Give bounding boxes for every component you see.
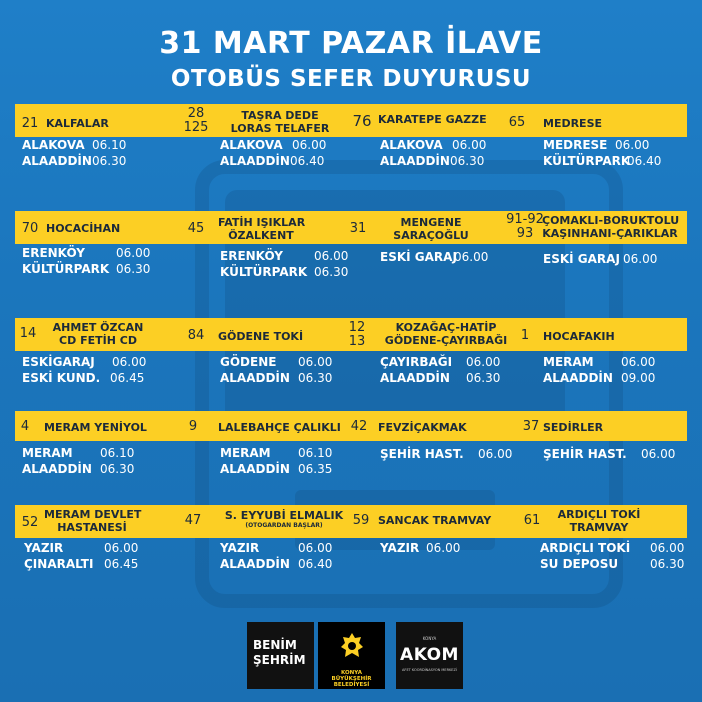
route-number: 1 xyxy=(520,328,530,343)
trip-line: ESKİ KUND. 06.45 xyxy=(22,371,145,385)
route-name: AHMET ÖZCAN CD FETİH CD xyxy=(52,321,144,347)
trip-line: ALAADDİN 06.40 xyxy=(220,557,333,571)
route-number: 31 xyxy=(349,221,367,236)
route-name: FATİH IŞIKLAR ÖZALKENT xyxy=(218,216,306,242)
trip-line: ÇINARALTI 06.45 xyxy=(24,557,139,571)
trip-line: KÜLTÜRPARK 06.30 xyxy=(22,262,151,276)
trip-line: MERAM 06.10 xyxy=(22,446,135,460)
trip-line: ŞEHİR HAST. 06.00 xyxy=(380,447,513,461)
trip-line: MERAM 06.10 xyxy=(220,446,333,460)
route-number: 45 xyxy=(187,221,205,236)
route-number: 91-92 93 xyxy=(506,212,544,241)
route-name: MERAM DEVLET HASTANESİ xyxy=(44,508,142,534)
route-number: 61 xyxy=(523,513,541,528)
trip-line: ALAADDİN06.40 xyxy=(220,154,325,168)
trip-line: ARDIÇLI TOKİ 06.00 xyxy=(540,541,685,555)
trip-line: MEDRESE 06.00 xyxy=(543,138,650,152)
route-name: KARATEPE GAZZE xyxy=(378,113,487,126)
route-name: SEDİRLER xyxy=(543,421,604,434)
trip-line: YAZIR 06.00 xyxy=(24,541,139,555)
route-name: S. EYYUBİ ELMALIK (OTOGARDAN BAŞLAR) xyxy=(224,509,344,529)
route-name: HOCACİHAN xyxy=(46,222,121,235)
trip-line: ALAKOVA 06.10 xyxy=(22,138,127,152)
poster-subtitle: OTOBÜS SEFER DUYURUSU xyxy=(170,66,532,92)
trip-line: ALAADDİN 06.30 xyxy=(22,462,135,476)
trip-line: ALAADDİN 09.00 xyxy=(543,371,656,385)
trip-line: ALAADDİN 06.30 xyxy=(380,371,501,385)
route-number: 84 xyxy=(187,328,205,343)
route-name: LALEBAHÇE ÇALIKLI xyxy=(218,421,341,434)
trip-line: ERENKÖY 06.00 xyxy=(22,246,151,260)
route-name: ÇOMAKLI-BORUKTOLU KAŞINHANI-ÇARIKLAR xyxy=(542,214,680,240)
route-number: 14 xyxy=(19,326,37,341)
poster-title: 31 MART PAZAR İLAVE xyxy=(159,26,543,61)
akom-logo: KONYA AKOM AFET KOORDİNASYON MERKEZİ xyxy=(396,622,463,689)
trip-line: ERENKÖY 06.00 xyxy=(220,249,349,263)
trip-line: KÜLTÜRPARK06.40 xyxy=(543,154,662,168)
route-number: 12 13 xyxy=(348,320,366,349)
route-number: 37 xyxy=(522,419,540,434)
route-number: 70 xyxy=(21,221,39,236)
trip-line: MERAM 06.00 xyxy=(543,355,656,369)
trip-line: ESKİGARAJ 06.00 xyxy=(22,355,147,369)
route-number: 59 xyxy=(352,513,370,528)
route-name: TAŞRA DEDE LORAS TELAFER xyxy=(230,109,330,135)
route-number: 65 xyxy=(508,115,526,130)
trip-line: GÖDENE 06.00 xyxy=(220,355,333,369)
benim-sehrim-logo: BENİM ŞEHRİM xyxy=(247,622,314,689)
route-number: 47 xyxy=(184,513,202,528)
konya-buyuksehir-logo: KONYA BÜYÜKŞEHİR BELEDİYESİ xyxy=(318,622,385,689)
route-number: 42 xyxy=(350,419,368,434)
trip-line: ŞEHİR HAST. 06.00 xyxy=(543,447,676,461)
route-number: 52 xyxy=(21,515,39,530)
trip-line: ESKİ GARAJ 06.00 xyxy=(543,252,658,266)
route-number: 76 xyxy=(352,112,372,130)
route-name: MERAM YENİYOL xyxy=(44,421,147,434)
route-name: GÖDENE TOKİ xyxy=(218,330,304,343)
trip-line: ESKİ GARAJ06.00 xyxy=(380,250,489,264)
route-number: 4 xyxy=(20,419,30,434)
route-name: FEVZİÇAKMAK xyxy=(378,421,467,434)
route-number: 9 xyxy=(188,419,198,434)
trip-line: ALAADDİN06.30 xyxy=(22,154,127,168)
route-name: KALFALAR xyxy=(46,117,109,130)
trip-line: YAZIR 06.00 xyxy=(380,541,461,555)
trip-line: ALAKOVA 06.00 xyxy=(380,138,487,152)
trip-line: ALAADDİN 06.30 xyxy=(220,371,333,385)
trip-line: ALAADDİN06.30 xyxy=(380,154,485,168)
trip-line: YAZIR 06.00 xyxy=(220,541,333,555)
trip-line: ÇAYIRBAĞI 06.00 xyxy=(380,355,501,369)
route-name: HOCAFAKIH xyxy=(543,330,615,343)
route-name: ARDIÇLI TOKİ TRAMVAY xyxy=(557,508,641,534)
route-number: 28 125 xyxy=(183,106,209,135)
trip-line: ALAKOVA 06.00 xyxy=(220,138,327,152)
trip-line: KÜLTÜRPARK 06.30 xyxy=(220,265,349,279)
route-number: 21 xyxy=(21,116,39,131)
route-name: SANCAK TRAMVAY xyxy=(378,514,492,527)
route-name: MENGENE SARAÇOĞLU xyxy=(393,216,469,242)
municipality-emblem-icon xyxy=(340,632,364,662)
route-name: KOZAĞAÇ-HATİP GÖDENE-ÇAYIRBAĞI xyxy=(384,321,508,347)
trip-line: SU DEPOSU 06.30 xyxy=(540,557,685,571)
trip-line: ALAADDİN 06.35 xyxy=(220,462,333,476)
route-name: MEDRESE xyxy=(543,117,603,130)
